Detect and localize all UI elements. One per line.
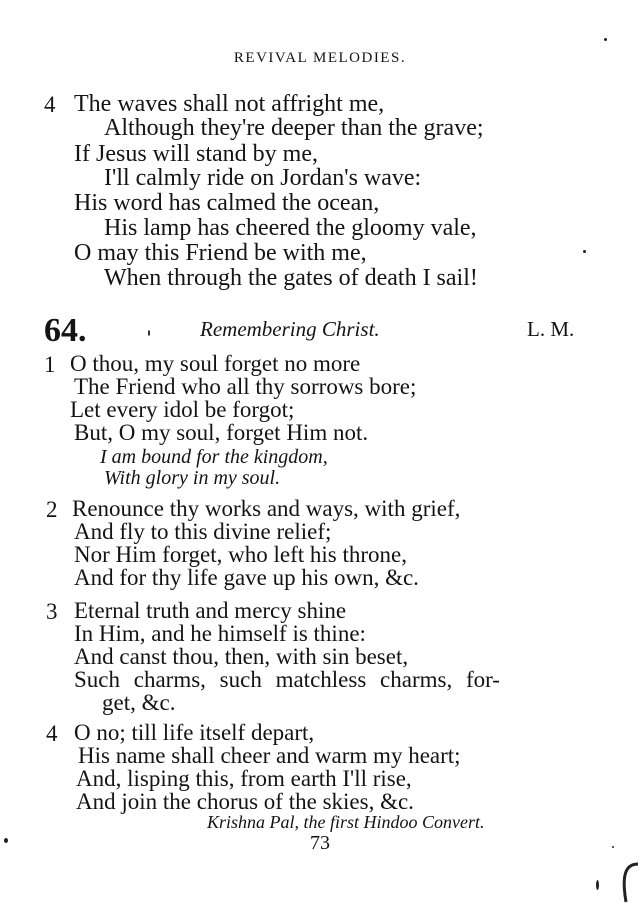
- chorus-line: With glory in my soul.: [104, 467, 281, 489]
- verse-line: Such charms, such matchless charms, for-: [74, 667, 500, 692]
- verse-line: The Friend who all thy sorrows bore;: [74, 374, 417, 399]
- verse-number: 4: [46, 721, 58, 746]
- verse-line: O thou, my soul forget no more: [70, 351, 361, 376]
- scan-speck: [583, 250, 586, 253]
- verse-line: Renounce thy works and ways, with grief,: [72, 496, 461, 521]
- verse-line: get, &c.: [102, 690, 176, 715]
- scan-speck: [604, 38, 607, 41]
- verse-line: Let every idol be forgot;: [70, 397, 295, 422]
- verse-line: When through the gates of death I sail!: [104, 265, 478, 291]
- verse-line: Eternal truth and mercy shine: [74, 598, 347, 623]
- verse-line: And, lisping this, from earth I'll rise,: [76, 766, 412, 791]
- scan-speck: [612, 846, 614, 848]
- verse-line: The waves shall not affright me,: [74, 91, 385, 117]
- scan-speck: [148, 330, 150, 336]
- verse-line: If Jesus will stand by me,: [74, 141, 318, 167]
- scan-speck: [4, 838, 8, 843]
- verse-line: His lamp has cheered the gloomy vale,: [104, 215, 477, 241]
- verse-number: 2: [46, 497, 58, 522]
- verse-number: 1: [44, 352, 56, 377]
- page-edge-mark: [614, 858, 640, 904]
- verse-line: His name shall cheer and warm my heart;: [78, 743, 461, 768]
- verse-line: And join the chorus of the skies, &c.: [76, 789, 414, 814]
- verse-line: And for thy life gave up his own, &c.: [74, 565, 419, 590]
- hymn-title: Remembering Christ.: [200, 317, 380, 341]
- verse-line: In Him, and he himself is thine:: [74, 621, 366, 646]
- verse-line: Nor Him forget, who left his throne,: [74, 542, 408, 567]
- verse-line: O may this Friend be with me,: [74, 240, 367, 266]
- verse-line: But, O my soul, forget Him not.: [74, 420, 369, 445]
- verse-line: O no; till life itself depart,: [74, 720, 315, 745]
- verse-line: And fly to this divine relief;: [74, 519, 332, 544]
- attribution: Krishna Pal, the first Hindoo Convert.: [207, 812, 485, 832]
- verse-line: And canst thou, then, with sin beset,: [74, 644, 409, 669]
- verse-line: His word has calmed the ocean,: [74, 190, 380, 216]
- verse-line: Although they're deeper than the grave;: [104, 115, 484, 141]
- verse-number: 4: [44, 92, 56, 117]
- verse-line: I'll calmly ride on Jordan's wave:: [104, 165, 422, 191]
- chorus-line: I am bound for the kingdom,: [100, 446, 328, 468]
- page-number: 73: [310, 832, 330, 854]
- scan-speck: [596, 880, 599, 890]
- verse-number: 3: [46, 599, 58, 624]
- hymn-meter: L. M.: [527, 317, 575, 341]
- hymn-number: 64.: [44, 312, 87, 349]
- running-header: REVIVAL MELODIES.: [233, 50, 407, 66]
